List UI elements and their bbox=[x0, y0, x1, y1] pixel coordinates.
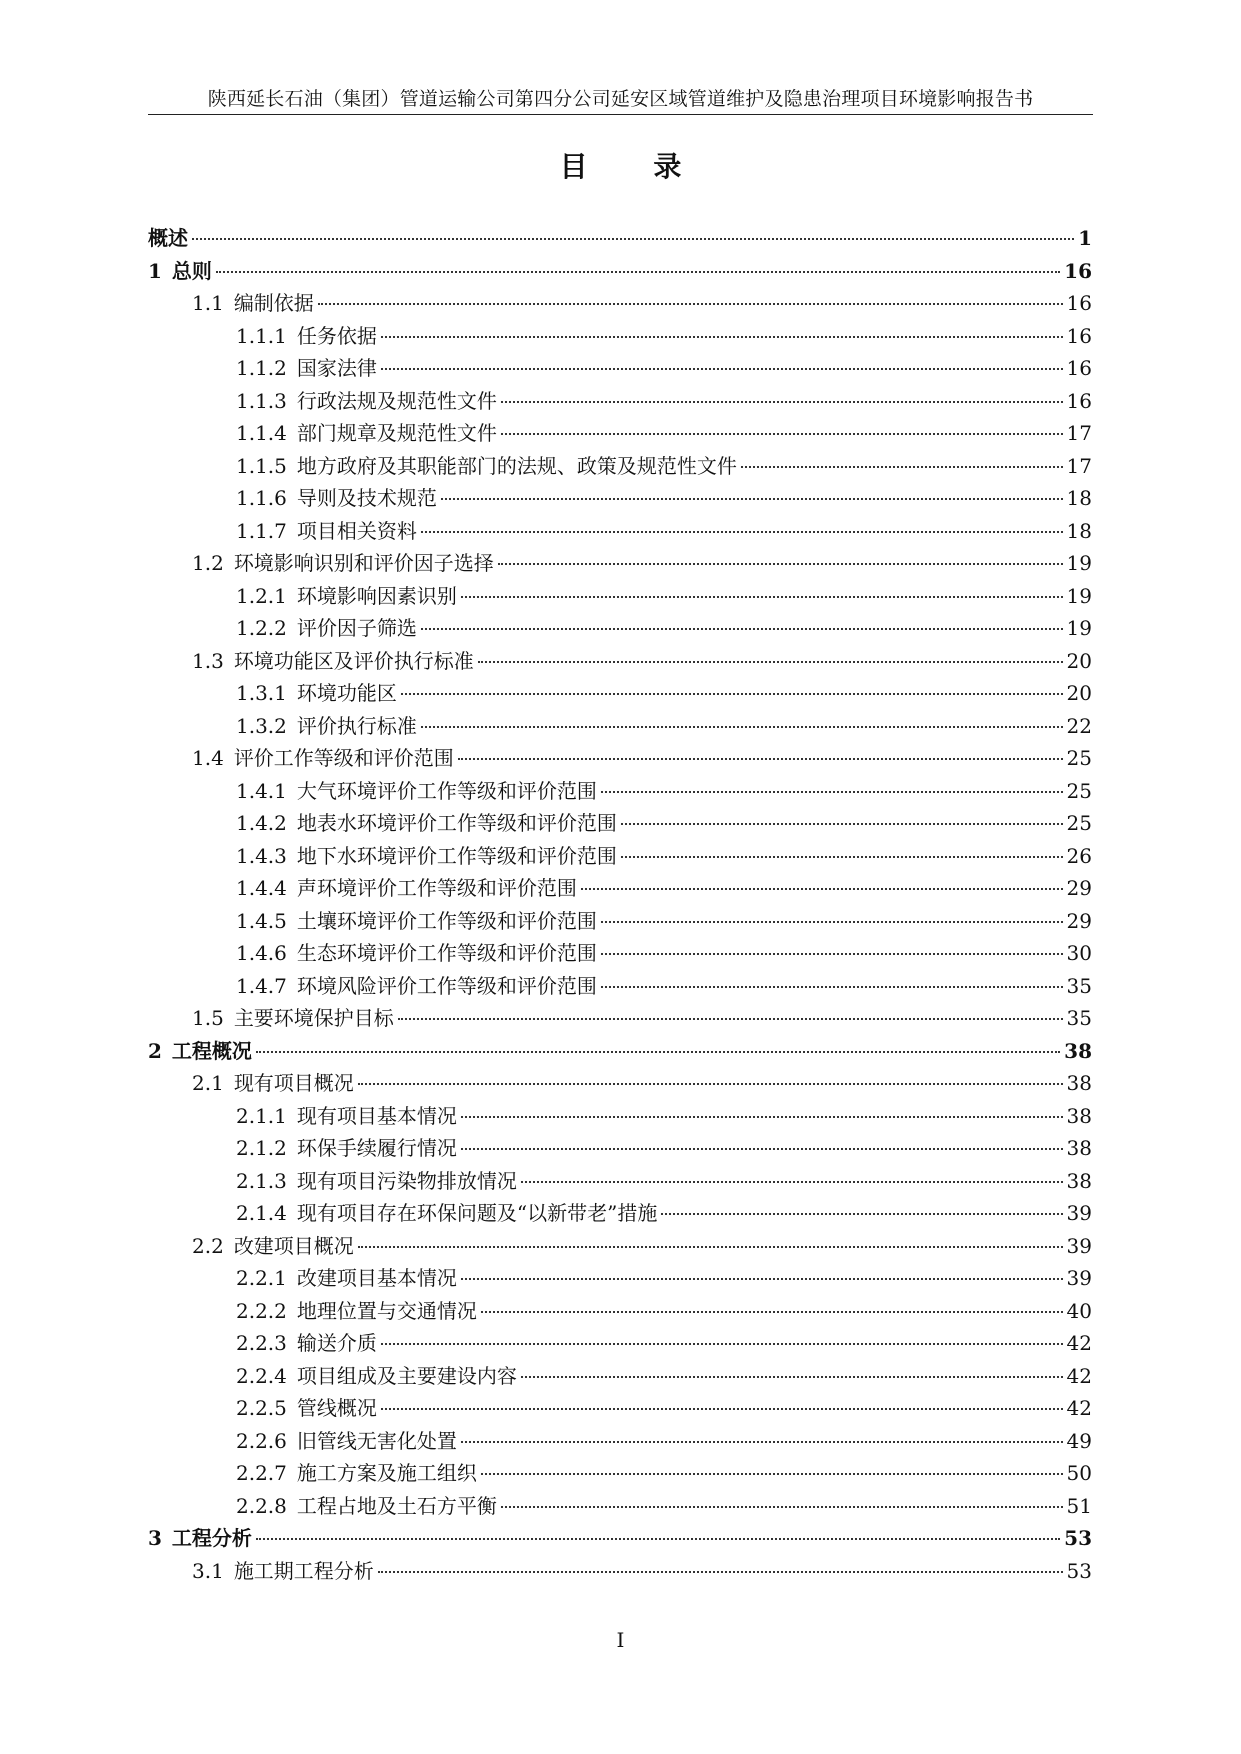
toc-entry-page: 35 bbox=[1066, 1006, 1092, 1030]
toc-entry[interactable] bbox=[148, 352, 1092, 385]
dot-leader bbox=[581, 888, 1063, 890]
toc-entry-number: 2.1.2 bbox=[236, 1136, 287, 1160]
toc-entry[interactable] bbox=[148, 320, 1092, 353]
toc-entry-page: 29 bbox=[1066, 876, 1092, 900]
toc-entry-number: 1.1.7 bbox=[236, 518, 287, 543]
toc-entry-number: 3.1 bbox=[192, 1558, 224, 1583]
dot-leader bbox=[481, 1473, 1063, 1475]
toc-entry[interactable] bbox=[148, 222, 1092, 255]
toc-entry-number: 1.4.4 bbox=[236, 876, 287, 900]
toc-entry-label: 输送介质 bbox=[296, 1331, 377, 1355]
dot-leader bbox=[521, 1181, 1063, 1183]
toc-entry[interactable] bbox=[148, 840, 1092, 873]
toc-entry-number: 1.4.3 bbox=[236, 843, 287, 868]
toc-entry-label: 评价执行标准 bbox=[296, 713, 417, 738]
toc-entry[interactable] bbox=[148, 450, 1092, 483]
toc-entry-label: 国家法律 bbox=[296, 356, 377, 380]
toc-entry-page: 19 bbox=[1066, 616, 1092, 640]
dot-leader bbox=[601, 986, 1063, 988]
toc-entry-page: 38 bbox=[1066, 1103, 1092, 1128]
toc-entry-number: 1.4.5 bbox=[236, 908, 287, 933]
toc-entry[interactable] bbox=[148, 482, 1092, 515]
toc-entry-page: 39 bbox=[1066, 1233, 1092, 1258]
toc-entry-number: 1.4 bbox=[192, 746, 224, 770]
toc-entry-page: 53 bbox=[1064, 1526, 1092, 1550]
dot-leader bbox=[421, 531, 1063, 533]
toc-entry[interactable] bbox=[148, 1295, 1092, 1328]
toc-entry-page: 42 bbox=[1066, 1396, 1092, 1420]
toc-entry[interactable] bbox=[148, 580, 1092, 613]
toc-entry-page: 25 bbox=[1066, 746, 1092, 770]
toc-entry-number: 2.1.4 bbox=[236, 1201, 287, 1225]
toc-entry-label: 部门规章及规范性文件 bbox=[296, 421, 497, 445]
dot-leader bbox=[358, 1083, 1063, 1085]
toc-entry-label: 现有项目污染物排放情况 bbox=[296, 1168, 517, 1193]
toc-entry-number: 2.1 bbox=[192, 1071, 224, 1095]
toc-entry-number: 1.3.2 bbox=[236, 713, 287, 738]
toc-entry-label: 施工期工程分析 bbox=[233, 1558, 374, 1583]
toc-entry-number: 1.1 bbox=[192, 291, 224, 315]
toc-entry-label: 改建项目概况 bbox=[233, 1233, 354, 1258]
toc-entry-label: 评价因子筛选 bbox=[296, 616, 417, 640]
toc-entry-number: 1.1.4 bbox=[236, 421, 287, 445]
toc-entry[interactable] bbox=[148, 547, 1092, 580]
toc-entry-label: 现有项目基本情况 bbox=[296, 1103, 457, 1128]
toc-entry-label: 土壤环境评价工作等级和评价范围 bbox=[296, 908, 597, 933]
toc-entry-label: 环保手续履行情况 bbox=[296, 1136, 457, 1160]
toc-entry-number: 3 bbox=[148, 1526, 162, 1550]
toc-entry-number: 2.1.1 bbox=[236, 1103, 287, 1128]
toc-entry-label: 概述 bbox=[148, 226, 188, 250]
toc-entry-label: 地理位置与交通情况 bbox=[296, 1298, 477, 1323]
page-number: I bbox=[616, 1628, 625, 1652]
dot-leader bbox=[521, 1376, 1063, 1378]
toc-entry-page: 20 bbox=[1066, 648, 1092, 673]
dot-leader bbox=[421, 726, 1063, 728]
toc-entry-page: 25 bbox=[1066, 811, 1092, 835]
toc-entry-page: 38 bbox=[1066, 1168, 1092, 1193]
toc-entry-number: 1.3.1 bbox=[236, 681, 287, 705]
toc-entry-number: 1 bbox=[148, 258, 162, 283]
toc-entry[interactable] bbox=[148, 775, 1092, 808]
toc-entry-page: 30 bbox=[1066, 941, 1092, 965]
toc-entry-label: 旧管线无害化处置 bbox=[296, 1428, 457, 1453]
toc-entry[interactable] bbox=[148, 612, 1092, 645]
toc-entry-page: 42 bbox=[1066, 1363, 1092, 1388]
toc-entry-number: 2.2.6 bbox=[236, 1428, 287, 1453]
dot-leader bbox=[498, 563, 1063, 565]
toc-entry-page: 39 bbox=[1066, 1266, 1092, 1290]
toc-entry[interactable] bbox=[148, 937, 1092, 970]
toc-entry[interactable] bbox=[148, 287, 1092, 320]
toc-entry-page: 40 bbox=[1066, 1298, 1092, 1323]
toc-entry-page: 26 bbox=[1066, 843, 1092, 868]
dot-leader bbox=[421, 628, 1063, 630]
toc-entry-page: 20 bbox=[1066, 681, 1092, 705]
dot-leader bbox=[461, 596, 1063, 598]
toc-entry-label: 施工方案及施工组织 bbox=[296, 1461, 477, 1485]
toc-entry-label: 改建项目基本情况 bbox=[296, 1266, 457, 1290]
dot-leader bbox=[461, 1441, 1063, 1443]
toc-entry-label: 环境影响识别和评价因子选择 bbox=[233, 551, 494, 575]
dot-leader bbox=[216, 271, 1060, 273]
toc-entry[interactable] bbox=[148, 872, 1092, 905]
toc-entry-number: 1.2.1 bbox=[236, 583, 287, 608]
toc-entry-page: 16 bbox=[1066, 291, 1092, 315]
toc-entry-page: 1 bbox=[1078, 226, 1092, 250]
toc-entry-label: 工程概况 bbox=[171, 1038, 252, 1063]
toc-entry-label: 评价工作等级和评价范围 bbox=[233, 746, 454, 770]
dot-leader bbox=[192, 238, 1074, 240]
toc-entry-page: 53 bbox=[1066, 1558, 1092, 1583]
toc-entry-label: 环境影响因素识别 bbox=[296, 583, 457, 608]
toc-entry[interactable] bbox=[148, 1425, 1092, 1458]
toc-entry-number: 1.2 bbox=[192, 551, 224, 575]
toc-entry[interactable] bbox=[148, 1522, 1092, 1555]
toc-entry-label: 主要环境保护目标 bbox=[233, 1006, 394, 1030]
toc-entry-number: 1.3 bbox=[192, 648, 224, 673]
dot-leader bbox=[381, 1408, 1063, 1410]
toc-entry-number: 1.1.2 bbox=[236, 356, 287, 380]
toc-entry-label: 声环境评价工作等级和评价范围 bbox=[296, 876, 577, 900]
toc-entry-page: 18 bbox=[1066, 486, 1092, 510]
dot-leader bbox=[461, 1148, 1063, 1150]
dot-leader bbox=[381, 1343, 1063, 1345]
dot-leader bbox=[501, 401, 1063, 403]
toc-entry-number: 2.2.3 bbox=[236, 1331, 287, 1355]
toc-entry-label: 管线概况 bbox=[296, 1396, 377, 1420]
toc-entry[interactable] bbox=[148, 970, 1092, 1003]
toc-entry[interactable] bbox=[148, 1327, 1092, 1360]
dot-leader bbox=[661, 1213, 1062, 1215]
toc-entry-page: 22 bbox=[1066, 713, 1092, 738]
toc-entry-page: 16 bbox=[1066, 388, 1092, 413]
toc-entry-number: 2.2.2 bbox=[236, 1298, 287, 1323]
toc-entry[interactable] bbox=[148, 710, 1092, 743]
toc-entry-number: 1.4.2 bbox=[236, 811, 287, 835]
toc-entry-page: 49 bbox=[1066, 1428, 1092, 1453]
dot-leader bbox=[461, 1278, 1063, 1280]
toc-entry[interactable] bbox=[148, 1067, 1092, 1100]
toc-entry[interactable] bbox=[148, 807, 1092, 840]
toc-entry-page: 35 bbox=[1066, 973, 1092, 998]
toc-entry-number: 1.4.7 bbox=[236, 973, 287, 998]
dot-leader bbox=[601, 791, 1063, 793]
dot-leader bbox=[358, 1246, 1063, 1248]
toc-entry-number: 2.2.5 bbox=[236, 1396, 287, 1420]
table-of-contents bbox=[148, 222, 1092, 1587]
toc-entry-number: 1.1.1 bbox=[236, 323, 287, 348]
dot-leader bbox=[481, 1311, 1063, 1313]
toc-entry[interactable] bbox=[148, 1555, 1092, 1588]
dot-leader bbox=[601, 921, 1063, 923]
toc-entry-number: 2.1.3 bbox=[236, 1168, 287, 1193]
toc-entry-label: 地方政府及其职能部门的法规、政策及规范性文件 bbox=[296, 453, 737, 478]
toc-entry-label: 任务依据 bbox=[296, 323, 377, 348]
dot-leader bbox=[378, 1571, 1063, 1573]
toc-entry-number: 1.5 bbox=[192, 1006, 224, 1030]
toc-entry-label: 环境功能区及评价执行标准 bbox=[233, 648, 474, 673]
dot-leader bbox=[381, 368, 1063, 370]
toc-entry[interactable] bbox=[148, 1457, 1092, 1490]
toc-entry-number: 2.2.8 bbox=[236, 1493, 287, 1518]
toc-entry-page: 39 bbox=[1066, 1201, 1092, 1225]
dot-leader bbox=[621, 823, 1063, 825]
dot-leader bbox=[601, 953, 1063, 955]
toc-entry-page: 50 bbox=[1066, 1461, 1092, 1485]
dot-leader bbox=[461, 1116, 1063, 1118]
toc-entry-label: 项目相关资料 bbox=[296, 518, 417, 543]
toc-entry[interactable] bbox=[148, 1035, 1092, 1068]
toc-entry[interactable] bbox=[148, 1490, 1092, 1523]
dot-leader bbox=[741, 466, 1063, 468]
toc-entry-number: 2.2 bbox=[192, 1233, 224, 1258]
toc-entry[interactable] bbox=[148, 1100, 1092, 1133]
toc-entry[interactable] bbox=[148, 1392, 1092, 1425]
toc-entry-page: 16 bbox=[1066, 323, 1092, 348]
toc-entry-label: 生态环境评价工作等级和评价范围 bbox=[296, 941, 597, 965]
toc-entry-label: 总则 bbox=[171, 258, 212, 283]
dot-leader bbox=[501, 433, 1063, 435]
toc-entry-label: 编制依据 bbox=[233, 291, 314, 315]
dot-leader bbox=[501, 1506, 1063, 1508]
toc-entry[interactable] bbox=[148, 742, 1092, 775]
dot-leader bbox=[441, 498, 1063, 500]
toc-entry-label: 环境风险评价工作等级和评价范围 bbox=[296, 973, 597, 998]
toc-entry-label: 现有项目概况 bbox=[233, 1071, 354, 1095]
toc-entry-number: 2.2.7 bbox=[236, 1461, 287, 1485]
dot-leader bbox=[318, 303, 1063, 305]
toc-entry-label: 工程分析 bbox=[171, 1526, 252, 1550]
toc-entry-label: 项目组成及主要建设内容 bbox=[296, 1363, 517, 1388]
dot-leader bbox=[478, 661, 1063, 663]
toc-entry-number: 2 bbox=[148, 1038, 162, 1063]
toc-entry-number: 1.4.1 bbox=[236, 778, 287, 803]
toc-entry[interactable] bbox=[148, 1002, 1092, 1035]
toc-entry-number: 1.1.5 bbox=[236, 453, 287, 478]
toc-entry-page: 17 bbox=[1066, 421, 1092, 445]
toc-entry[interactable] bbox=[148, 417, 1092, 450]
toc-entry-page: 38 bbox=[1066, 1071, 1092, 1095]
dot-leader bbox=[398, 1018, 1063, 1020]
toc-entry-number: 2.2.1 bbox=[236, 1266, 287, 1290]
toc-entry[interactable] bbox=[148, 1132, 1092, 1165]
toc-entry-number: 1.2.2 bbox=[236, 616, 287, 640]
toc-entry-label: 大气环境评价工作等级和评价范围 bbox=[296, 778, 597, 803]
dot-leader bbox=[381, 336, 1063, 338]
toc-entry-page: 42 bbox=[1066, 1331, 1092, 1355]
dot-leader bbox=[256, 1538, 1060, 1540]
toc-entry[interactable] bbox=[148, 1262, 1092, 1295]
toc-entry-label: 环境功能区 bbox=[296, 681, 397, 705]
toc-entry-label: 行政法规及规范性文件 bbox=[296, 388, 497, 413]
toc-entry-page: 25 bbox=[1066, 778, 1092, 803]
toc-entry[interactable] bbox=[148, 1230, 1092, 1263]
toc-entry-label: 工程占地及土石方平衡 bbox=[296, 1493, 497, 1518]
toc-entry[interactable] bbox=[148, 385, 1092, 418]
toc-entry-page: 19 bbox=[1066, 583, 1092, 608]
header-divider bbox=[148, 114, 1093, 115]
toc-entry-page: 51 bbox=[1066, 1493, 1092, 1518]
toc-entry-label: 地下水环境评价工作等级和评价范围 bbox=[296, 843, 617, 868]
toc-entry-page: 19 bbox=[1066, 551, 1092, 575]
toc-entry-number: 1.1.6 bbox=[236, 486, 287, 510]
toc-entry[interactable] bbox=[148, 1360, 1092, 1393]
toc-entry-page: 16 bbox=[1064, 258, 1092, 283]
toc-entry-page: 38 bbox=[1066, 1136, 1092, 1160]
toc-entry-number: 1.4.6 bbox=[236, 941, 287, 965]
toc-entry-label: 地表水环境评价工作等级和评价范围 bbox=[296, 811, 617, 835]
toc-entry[interactable] bbox=[148, 905, 1092, 938]
toc-entry[interactable] bbox=[148, 515, 1092, 548]
toc-entry[interactable] bbox=[148, 1165, 1092, 1198]
toc-entry[interactable] bbox=[148, 645, 1092, 678]
toc-entry[interactable] bbox=[148, 1197, 1092, 1230]
toc-entry-number: 2.2.4 bbox=[236, 1363, 287, 1388]
dot-leader bbox=[401, 693, 1063, 695]
document-header: 陕西延长石油（集团）管道运输公司第四分公司延安区域管道维护及隐患治理项目环境影响报告书 bbox=[207, 88, 1034, 110]
dot-leader bbox=[621, 856, 1063, 858]
toc-entry-label: 导则及技术规范 bbox=[296, 486, 437, 510]
toc-entry-page: 17 bbox=[1066, 453, 1092, 478]
toc-entry-number: 1.1.3 bbox=[236, 388, 287, 413]
dot-leader bbox=[458, 758, 1063, 760]
toc-entry-page: 16 bbox=[1066, 356, 1092, 380]
toc-entry-label: 现有项目存在环保问题及“以新带老”措施 bbox=[296, 1201, 658, 1225]
toc-entry[interactable] bbox=[148, 677, 1092, 710]
toc-entry-page: 18 bbox=[1066, 518, 1092, 543]
toc-entry-page: 29 bbox=[1066, 908, 1092, 933]
toc-entry-page: 38 bbox=[1064, 1038, 1092, 1063]
toc-title: 目 录 bbox=[559, 150, 710, 183]
dot-leader bbox=[256, 1051, 1060, 1053]
toc-entry[interactable] bbox=[148, 255, 1092, 288]
